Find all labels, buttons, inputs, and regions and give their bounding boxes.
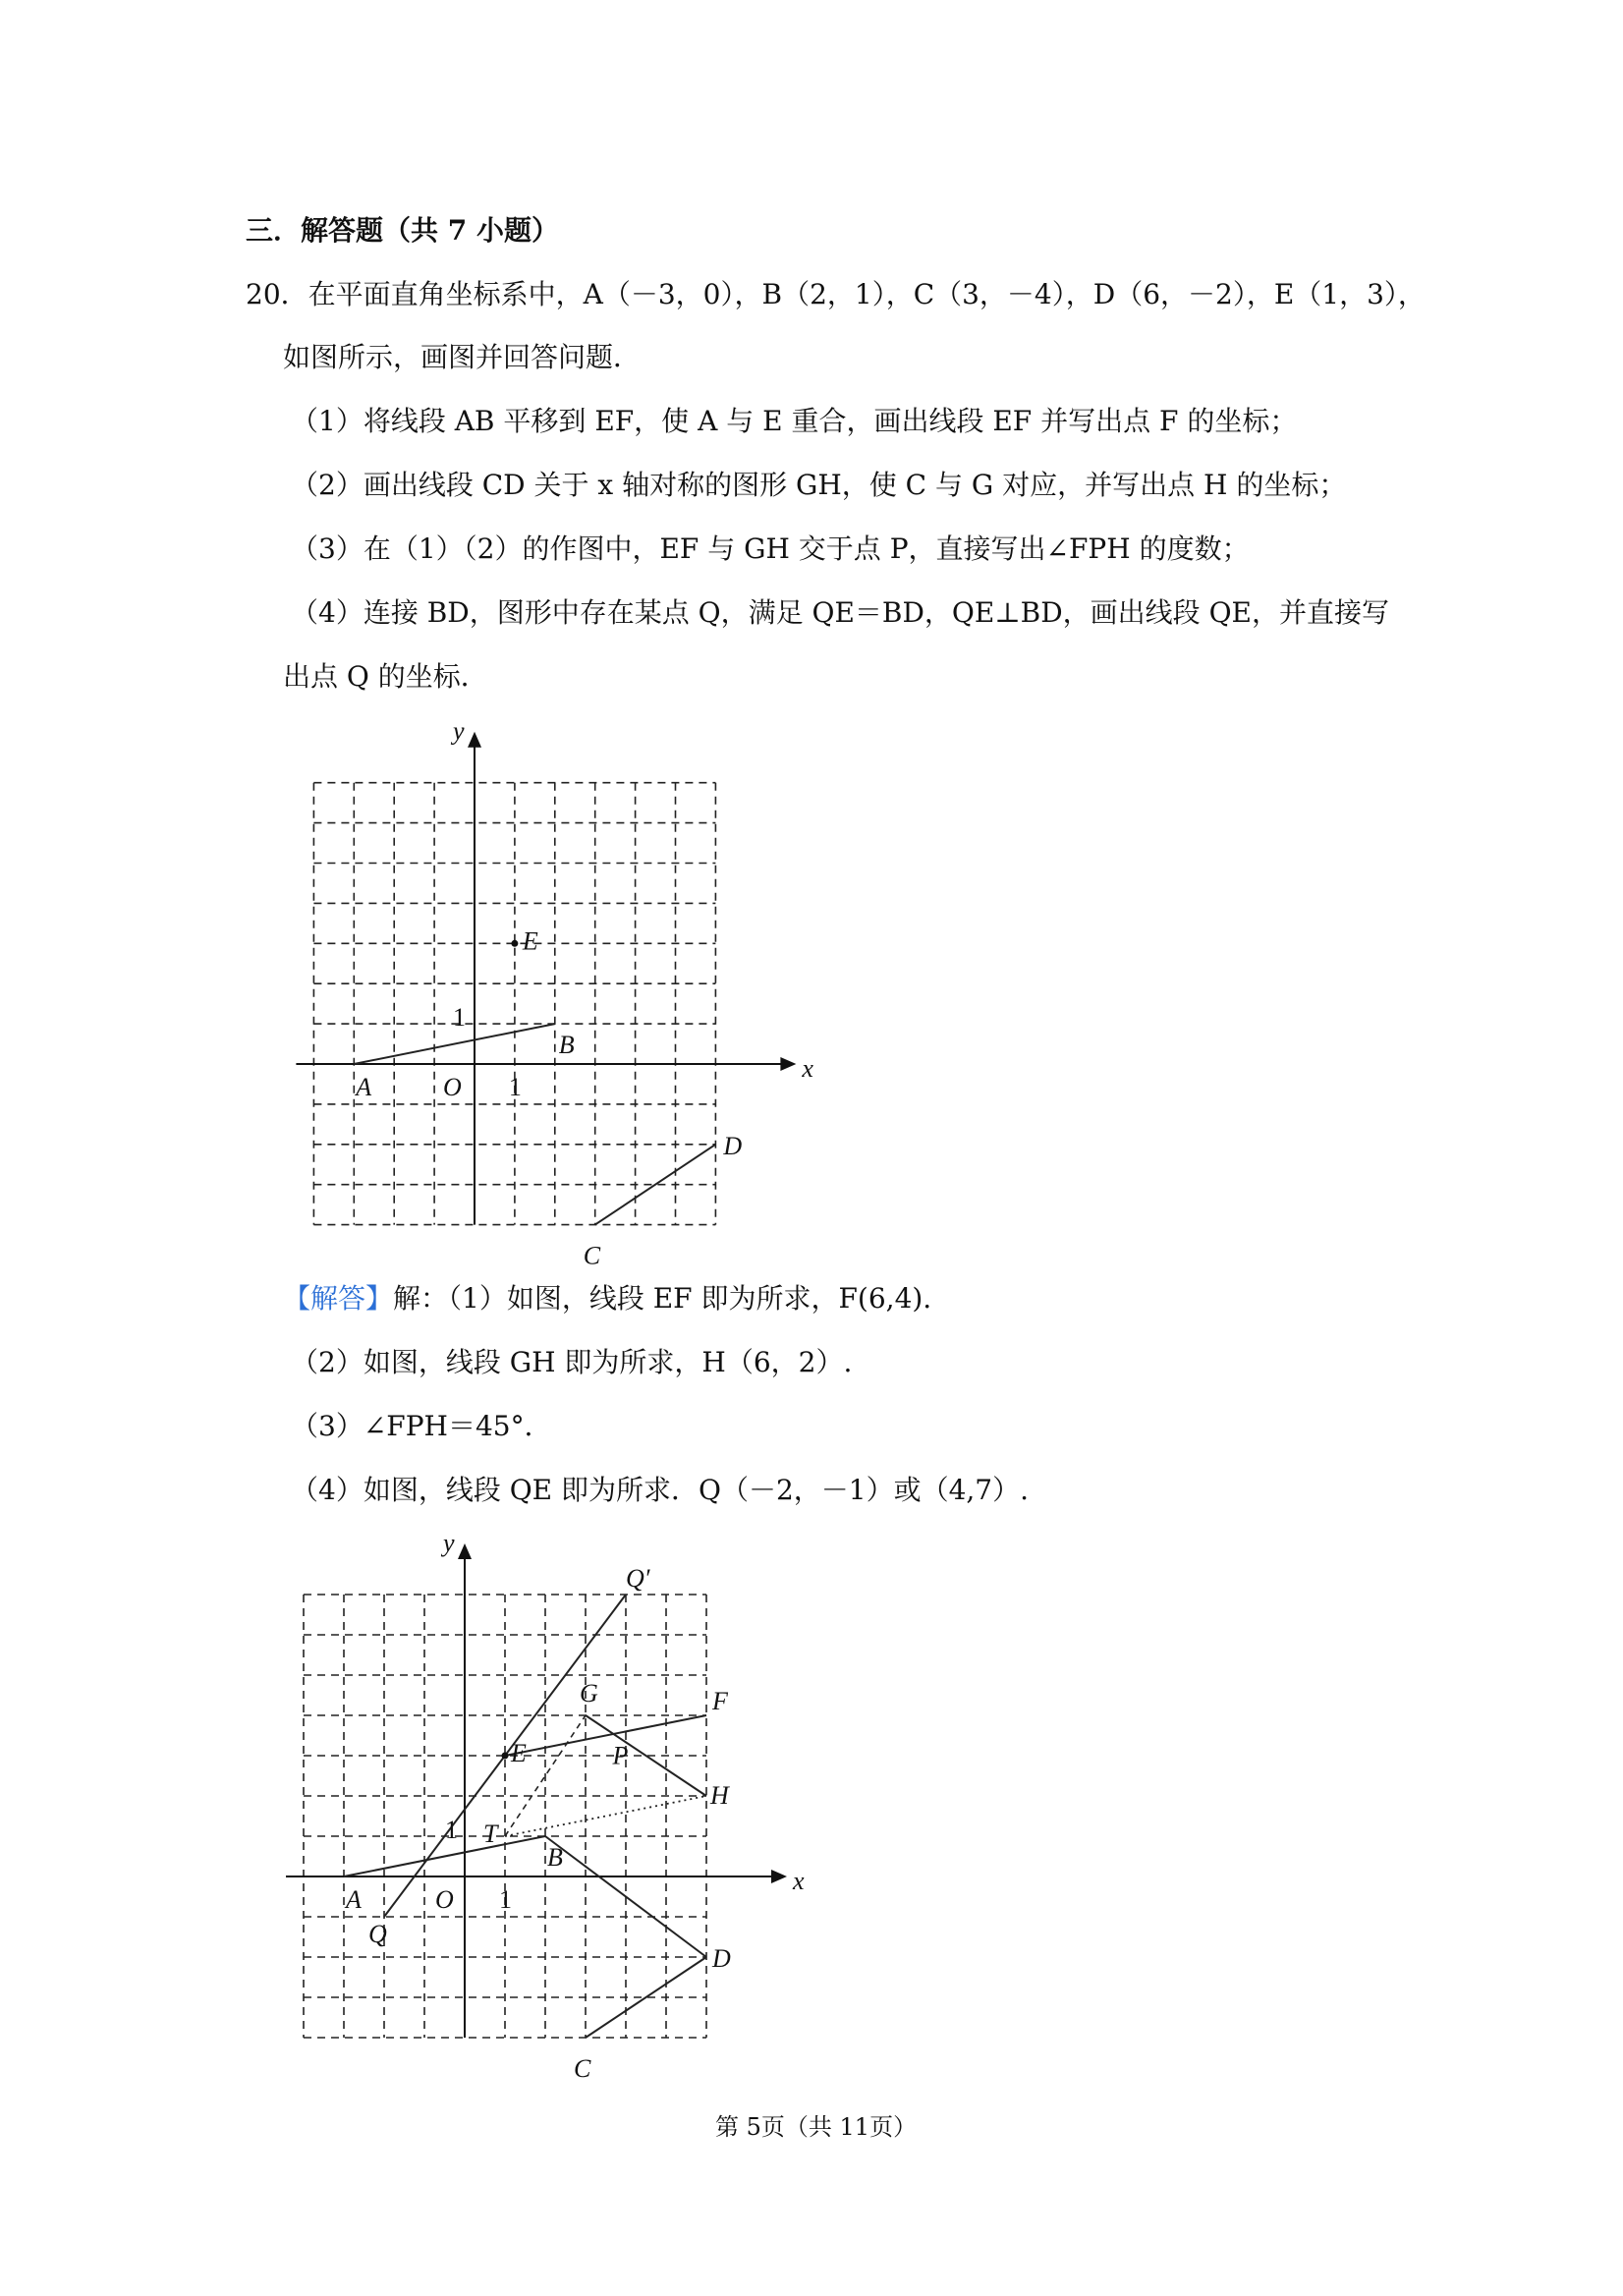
point-label-P: P <box>612 1741 629 1770</box>
y-axis-label: y <box>453 716 465 746</box>
segment-CD <box>586 1957 706 2038</box>
answer-line4: （4）如图，线段 QE 即为所求．Q（－2，－1）或（4,7）. <box>291 1474 1030 1506</box>
question-stem-text: 在平面直角坐标系中，A（－3，0），B（2，1），C（3，－4），D（6，－2），E（1，3）， <box>308 278 1426 310</box>
question-part-2: （2）画出线段 CD 关于 x 轴对称的图形 GH，使 C 与 G 对应，并写出点 H 的坐标； <box>291 469 1347 501</box>
point-label-D: D <box>723 1131 743 1160</box>
point-label-E: E <box>522 926 538 956</box>
x-axis-label: x <box>793 1867 805 1895</box>
origin-label: O <box>443 1073 462 1101</box>
answer-line1-text: 解：（1）如图，线段 EF 即为所求，F(6,4). <box>393 1282 932 1315</box>
question-part-3: （3）在（1）（2）的作图中，EF 与 GH 交于点 P，直接写出∠FPH 的度数； <box>291 532 1250 565</box>
answer-line3: （3）∠FPH＝45°． <box>291 1410 552 1442</box>
question-part-4: （4）连接 BD，图形中存在某点 Q，满足 QE＝BD，QE⊥BD，画出线段 QE，并直接写 <box>291 596 1389 629</box>
x-unit-label: 1 <box>508 1073 522 1101</box>
question-part-1: （1）将线段 AB 平移到 EF，使 A 与 E 重合，画出线段 EF 并写出点 F 的坐标； <box>291 405 1298 437</box>
point-label-A: A <box>346 1885 362 1914</box>
point-label-G: G <box>580 1679 598 1708</box>
point-label-Q: Q <box>368 1920 387 1948</box>
x-axis-label: x <box>802 1054 813 1083</box>
page-footer: 第 5页（共 11页） <box>715 2113 918 2141</box>
point-label-B: B <box>558 1031 575 1060</box>
x-axis-arrow <box>771 1870 787 1883</box>
y-unit-label: 1 <box>453 1003 466 1033</box>
answer-tag: 【解答】 <box>283 1282 394 1315</box>
question-part-4-line2: 出点 Q 的坐标． <box>283 660 488 693</box>
answer-line2: （2）如图，线段 GH 即为所求，H（6，2）. <box>291 1346 853 1378</box>
point-label-A: A <box>356 1073 372 1101</box>
y-axis-arrow <box>458 1543 472 1559</box>
segment-TH-dotted <box>505 1796 706 1836</box>
y-unit-label: 1 <box>445 1816 458 1844</box>
section-title: 三．解答题（共 7 小题） <box>246 214 559 247</box>
point-E-dot <box>502 1753 509 1760</box>
point-label-C: C <box>574 2054 591 2083</box>
question-number: 20． <box>246 278 308 310</box>
point-label-E: E <box>511 1739 527 1767</box>
x-unit-label: 1 <box>499 1885 512 1914</box>
segment-EF <box>505 1715 706 1756</box>
point-label-B: B <box>547 1843 563 1872</box>
point-label-H: H <box>710 1781 729 1810</box>
question-stem-line2: 如图所示，画图并回答问题． <box>283 341 642 373</box>
point-label-F: F <box>712 1687 728 1715</box>
point-label-Qprime: Q′ <box>626 1564 650 1593</box>
point-label-D: D <box>712 1944 731 1973</box>
point-label-T: T <box>483 1820 498 1848</box>
point-label-C: C <box>583 1241 601 1270</box>
y-axis-label: y <box>443 1529 455 1557</box>
origin-label: O <box>435 1885 454 1914</box>
